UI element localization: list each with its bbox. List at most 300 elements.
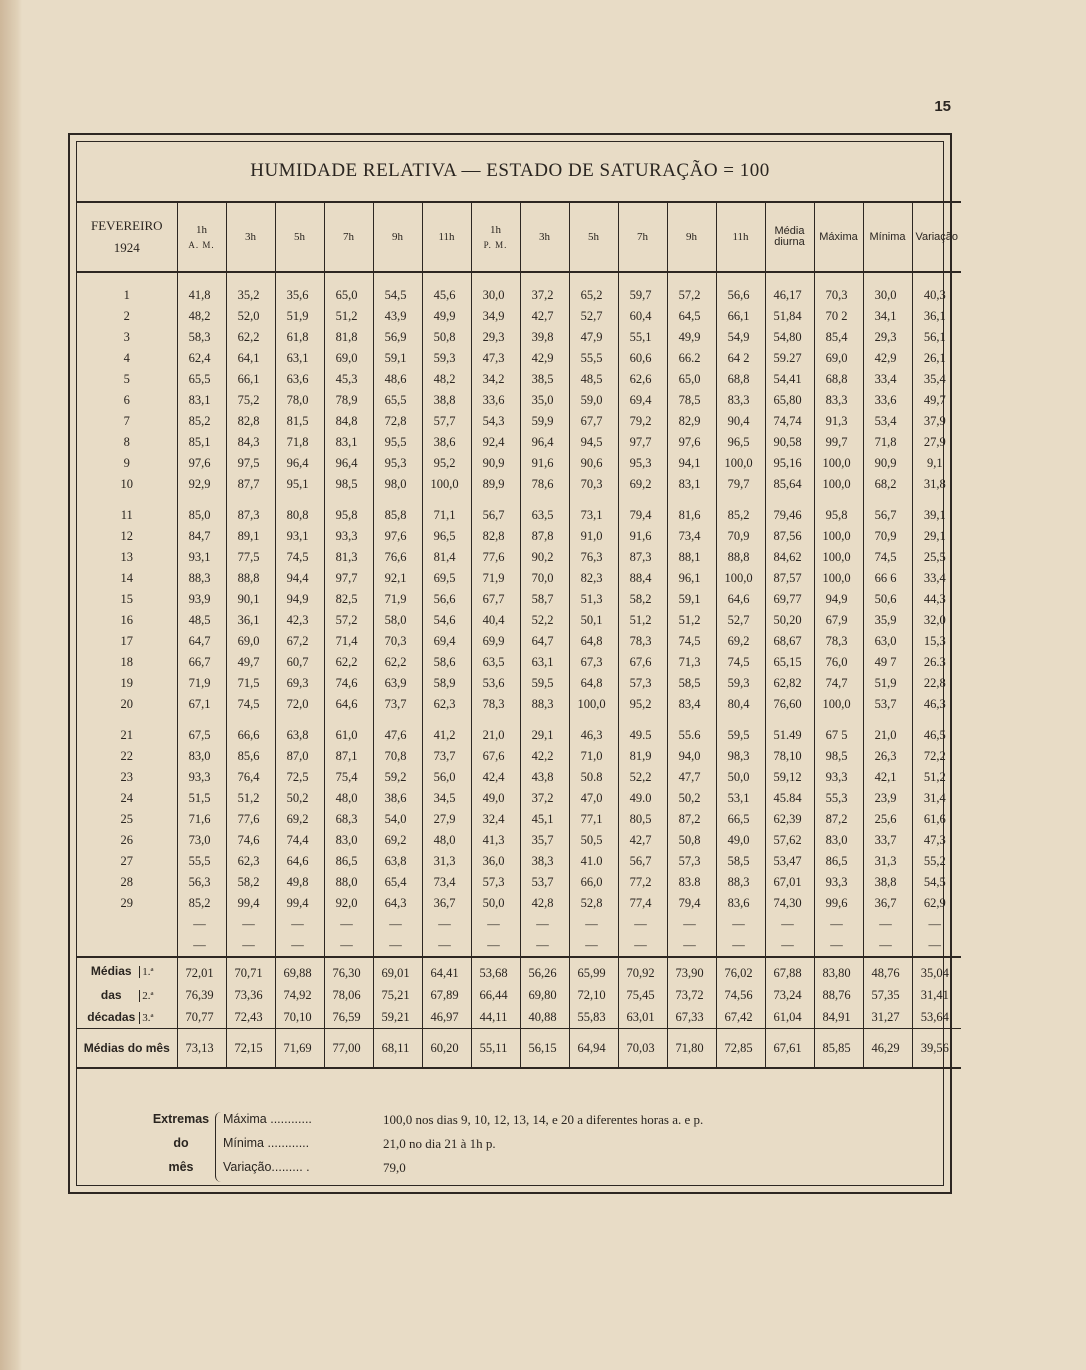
value-cell: 71,3: [667, 652, 716, 673]
value-cell: 29,1: [520, 725, 569, 746]
table-title: HUMIDADE RELATIVA — ESTADO DE SATURAÇÃO = 100: [250, 160, 770, 181]
value-cell: 59,3: [716, 673, 765, 694]
month-average-label: Médias do mês: [77, 1029, 177, 1069]
value-cell: 69,5: [422, 568, 471, 589]
value-cell: 94,9: [814, 589, 863, 610]
extreme-value: 100,0 nos dias 9, 10, 12, 13, 14, e 20 a diferentes horas a. e p.: [383, 1112, 704, 1127]
value-cell: 69,0: [814, 348, 863, 369]
value-cell: 49,7: [226, 652, 275, 673]
value-cell: 59,5: [520, 673, 569, 694]
value-cell: 66,6: [226, 725, 275, 746]
value-cell: 69,2: [275, 809, 324, 830]
value-cell: 48,2: [422, 369, 471, 390]
value-cell: 53,47: [765, 851, 814, 872]
value-cell: 56,7: [471, 505, 520, 526]
value-cell: 95,2: [422, 453, 471, 474]
value-cell: 74,30: [765, 893, 814, 914]
value-cell: 42,7: [618, 830, 667, 851]
value-cell: 48,5: [177, 610, 226, 631]
value-cell: 73,4: [422, 872, 471, 893]
value-cell: 60,6: [618, 348, 667, 369]
value-cell: 29,3: [471, 327, 520, 348]
decade-label-cell: [77, 1006, 177, 1029]
value-cell: 99,6: [814, 893, 863, 914]
value-cell: 69,9: [471, 631, 520, 652]
hour-label: 1h: [196, 224, 207, 236]
value-cell: 79,7: [716, 474, 765, 495]
value-cell: 45,3: [324, 369, 373, 390]
table-row: [77, 893, 961, 914]
value-cell: 96,5: [716, 432, 765, 453]
value-cell: 76,02: [716, 957, 765, 984]
value-cell: 15,3: [912, 631, 961, 652]
value-cell: 32,0: [912, 610, 961, 631]
value-cell: 56,26: [520, 957, 569, 984]
day-cell: 17: [120, 634, 133, 648]
value-cell: 83,3: [716, 390, 765, 411]
value-cell: 62,2: [373, 652, 422, 673]
value-cell: 48,76: [863, 957, 912, 984]
dash-cell: —: [765, 914, 814, 935]
extreme-name: Máxima ............: [223, 1112, 312, 1126]
decade-ordinal: 2.ª: [139, 990, 170, 1002]
value-cell: 57,62: [765, 830, 814, 851]
value-cell: 77,6: [226, 809, 275, 830]
spacer-cell: [275, 715, 324, 725]
spacer-row: [77, 715, 961, 725]
extreme-name: Mínima ............: [223, 1136, 310, 1150]
value-cell: 69,4: [618, 390, 667, 411]
extreme-name: Variação......... .: [223, 1160, 310, 1174]
dash-cell: —: [569, 935, 618, 957]
hour-label: 7h: [637, 231, 648, 243]
decade-ordinal: 1.ª: [139, 966, 170, 978]
value-cell: 94,5: [569, 432, 618, 453]
value-cell: 67,2: [275, 631, 324, 652]
value-cell: 70,3: [814, 285, 863, 306]
spacer-cell: [814, 715, 863, 725]
value-cell: 67,1: [177, 694, 226, 715]
value-cell: 91,6: [520, 453, 569, 474]
hour-label: 5h: [294, 231, 305, 243]
value-cell: 46,97: [422, 1006, 471, 1029]
value-cell: 38,3: [520, 851, 569, 872]
spacer-cell: [814, 495, 863, 505]
table-row: [77, 411, 961, 432]
value-cell: 91,0: [569, 526, 618, 547]
value-cell: 57,7: [422, 411, 471, 432]
value-cell: 54,6: [422, 610, 471, 631]
value-cell: 71,9: [471, 568, 520, 589]
value-cell: 66,1: [716, 306, 765, 327]
value-cell: 69,0: [226, 631, 275, 652]
humidity-table: [77, 201, 961, 1069]
spacer-cell: [422, 495, 471, 505]
hour-header: [177, 202, 226, 272]
value-cell: 65,4: [373, 872, 422, 893]
dash-cell: —: [667, 935, 716, 957]
value-cell: 87,2: [667, 809, 716, 830]
spacer-cell: [471, 272, 520, 285]
value-cell: 54,5: [373, 285, 422, 306]
value-cell: 50,5: [569, 830, 618, 851]
value-cell: 51,3: [569, 589, 618, 610]
value-cell: 52,0: [226, 306, 275, 327]
value-cell: 87,3: [226, 505, 275, 526]
value-cell: 35,7: [520, 830, 569, 851]
value-cell: 75,45: [618, 984, 667, 1006]
dash-cell: —: [814, 935, 863, 957]
value-cell: 84,7: [177, 526, 226, 547]
value-cell: 54,41: [765, 369, 814, 390]
value-cell: 85,6: [226, 746, 275, 767]
hour-header: [520, 202, 569, 272]
dash-cell: —: [716, 935, 765, 957]
value-cell: 58,6: [422, 652, 471, 673]
spacer-cell: [863, 495, 912, 505]
month-average-row: [77, 1029, 961, 1069]
value-cell: 78,06: [324, 984, 373, 1006]
spacer-cell: [863, 272, 912, 285]
day-cell: 27: [120, 854, 133, 868]
value-cell: 40,4: [471, 610, 520, 631]
value-cell: 65,0: [667, 369, 716, 390]
value-cell: 35,04: [912, 957, 961, 984]
value-cell: 67,5: [177, 725, 226, 746]
value-cell: 76,30: [324, 957, 373, 984]
value-cell: 42,4: [471, 767, 520, 788]
value-cell: 47,6: [373, 725, 422, 746]
value-cell: 63,8: [373, 851, 422, 872]
value-cell: 63,9: [373, 673, 422, 694]
value-cell: 61,0: [324, 725, 373, 746]
value-cell: 48,0: [422, 830, 471, 851]
dash-cell: —: [471, 935, 520, 957]
spacer-cell: [77, 715, 177, 725]
value-cell: 64,94: [569, 1029, 618, 1069]
value-cell: 52,7: [716, 610, 765, 631]
spacer-cell: [618, 715, 667, 725]
value-cell: 72,0: [275, 694, 324, 715]
value-cell: 48,6: [373, 369, 422, 390]
value-cell: 64,3: [373, 893, 422, 914]
value-cell: 46,5: [912, 725, 961, 746]
value-cell: 50,2: [667, 788, 716, 809]
value-cell: 72,8: [373, 411, 422, 432]
value-cell: 67,01: [765, 872, 814, 893]
hour-label: 3h: [245, 231, 256, 243]
value-cell: 53,6: [471, 673, 520, 694]
value-cell: 62,6: [618, 369, 667, 390]
hour-header: [275, 202, 324, 272]
table-row: [77, 652, 961, 673]
table-row: [77, 673, 961, 694]
value-cell: 49,7: [912, 390, 961, 411]
value-cell: 87,0: [275, 746, 324, 767]
value-cell: 59,3: [422, 348, 471, 369]
spacer-cell: [177, 495, 226, 505]
value-cell: 84,91: [814, 1006, 863, 1029]
value-cell: 53,7: [863, 694, 912, 715]
value-cell: 42,9: [520, 348, 569, 369]
value-cell: 64,6: [324, 694, 373, 715]
value-cell: 78,3: [814, 631, 863, 652]
decade-average-row: [77, 957, 961, 984]
hour-header: [716, 202, 765, 272]
spacer-cell: [422, 272, 471, 285]
value-cell: 58,5: [667, 673, 716, 694]
value-cell: 88,3: [520, 694, 569, 715]
hour-label: 11h: [438, 231, 455, 243]
value-cell: 70,3: [569, 474, 618, 495]
value-cell: 26,3: [863, 746, 912, 767]
value-cell: 90,9: [863, 453, 912, 474]
value-cell: 49,9: [422, 306, 471, 327]
value-cell: 62,2: [324, 652, 373, 673]
table-row: [77, 631, 961, 652]
value-cell: 83,0: [324, 830, 373, 851]
value-cell: 30,0: [471, 285, 520, 306]
spacer-cell: [373, 272, 422, 285]
value-cell: 73,72: [667, 984, 716, 1006]
day-cell: 15: [120, 592, 133, 606]
hour-header: [226, 202, 275, 272]
value-cell: 87,57: [765, 568, 814, 589]
extreme-value: 21,0 no dia 21 à 1h p.: [383, 1136, 496, 1151]
value-cell: 67 5: [814, 725, 863, 746]
value-cell: 31,4: [912, 788, 961, 809]
value-cell: 22,8: [912, 673, 961, 694]
spacer-cell: [275, 495, 324, 505]
value-cell: 74,56: [716, 984, 765, 1006]
value-cell: 79,4: [667, 893, 716, 914]
value-cell: 78,5: [667, 390, 716, 411]
value-cell: 21,0: [863, 725, 912, 746]
value-cell: 66,44: [471, 984, 520, 1006]
value-cell: 41,2: [422, 725, 471, 746]
dash-cell: —: [912, 914, 961, 935]
value-cell: 100,0: [422, 474, 471, 495]
value-cell: 99,4: [226, 893, 275, 914]
value-cell: 53,7: [520, 872, 569, 893]
value-cell: 95,8: [814, 505, 863, 526]
max-header: Máxima: [814, 202, 863, 272]
spacer-cell: [667, 715, 716, 725]
value-cell: 76,3: [569, 547, 618, 568]
value-cell: 37,2: [520, 285, 569, 306]
value-cell: 74,92: [275, 984, 324, 1006]
value-cell: 79,2: [618, 411, 667, 432]
value-cell: 62,3: [422, 694, 471, 715]
value-cell: 57,3: [667, 851, 716, 872]
value-cell: 62,2: [226, 327, 275, 348]
value-cell: 66,1: [226, 369, 275, 390]
day-cell: 16: [120, 613, 133, 627]
value-cell: 29,1: [912, 526, 961, 547]
value-cell: 74,5: [275, 547, 324, 568]
value-cell: 44,11: [471, 1006, 520, 1029]
value-cell: 100,0: [814, 568, 863, 589]
value-cell: 25,5: [912, 547, 961, 568]
value-cell: 75,21: [373, 984, 422, 1006]
day-cell: 20: [120, 697, 133, 711]
value-cell: 95,3: [618, 453, 667, 474]
value-cell: 70,10: [275, 1006, 324, 1029]
value-cell: 26.3: [912, 652, 961, 673]
value-cell: 96,5: [422, 526, 471, 547]
value-cell: 64,7: [520, 631, 569, 652]
value-cell: 83,1: [324, 432, 373, 453]
value-cell: 50,6: [863, 589, 912, 610]
value-cell: 34,2: [471, 369, 520, 390]
value-cell: 48,2: [177, 306, 226, 327]
value-cell: 77,5: [226, 547, 275, 568]
value-cell: 50,2: [275, 788, 324, 809]
dash-cell: —: [716, 914, 765, 935]
dash-cell: —: [814, 914, 863, 935]
value-cell: 59,2: [373, 767, 422, 788]
value-cell: 62,4: [177, 348, 226, 369]
value-cell: 52,7: [569, 306, 618, 327]
value-cell: 57,35: [863, 984, 912, 1006]
value-cell: 77,1: [569, 809, 618, 830]
value-cell: 91,3: [814, 411, 863, 432]
spacer-cell: [569, 272, 618, 285]
value-cell: 80,8: [275, 505, 324, 526]
value-cell: 67,6: [471, 746, 520, 767]
value-cell: 60,7: [275, 652, 324, 673]
value-cell: 72,10: [569, 984, 618, 1006]
dash-cell: —: [912, 935, 961, 957]
dash-cell: —: [373, 935, 422, 957]
value-cell: 96,4: [520, 432, 569, 453]
spacer-cell: [765, 715, 814, 725]
spacer-cell: [716, 715, 765, 725]
value-cell: 58,7: [520, 589, 569, 610]
value-cell: 47,3: [912, 830, 961, 851]
extremes-key: Extremas: [152, 1112, 210, 1126]
dash-cell: —: [471, 914, 520, 935]
value-cell: 58,3: [177, 327, 226, 348]
day-cell: 21: [120, 728, 133, 742]
day-cell: 14: [120, 571, 133, 585]
dash-cell: —: [226, 935, 275, 957]
value-cell: 79,46: [765, 505, 814, 526]
hour-label: 9h: [686, 231, 697, 243]
value-cell: 73,7: [422, 746, 471, 767]
value-cell: 74,6: [324, 673, 373, 694]
value-cell: 85,2: [716, 505, 765, 526]
value-cell: 49,8: [275, 872, 324, 893]
value-cell: 31,27: [863, 1006, 912, 1029]
value-cell: 97,6: [177, 453, 226, 474]
value-cell: 73,1: [569, 505, 618, 526]
variation-header: Variação: [912, 202, 961, 272]
value-cell: 88,76: [814, 984, 863, 1006]
value-cell: 52,2: [618, 767, 667, 788]
value-cell: 71,8: [275, 432, 324, 453]
value-cell: 57,3: [618, 673, 667, 694]
value-cell: 71,80: [667, 1029, 716, 1069]
value-cell: 71,5: [226, 673, 275, 694]
value-cell: 35,9: [863, 610, 912, 631]
extremes-key: mês: [168, 1160, 194, 1174]
value-cell: 100,0: [814, 526, 863, 547]
value-cell: 31,41: [912, 984, 961, 1006]
month-year-header: [77, 202, 177, 272]
value-cell: 93,1: [177, 547, 226, 568]
value-cell: 36,7: [863, 893, 912, 914]
spacer-cell: [765, 272, 814, 285]
value-cell: 83,1: [177, 390, 226, 411]
value-cell: 85,2: [177, 893, 226, 914]
value-cell: 82,8: [471, 526, 520, 547]
decade-average-row: [77, 1006, 961, 1029]
table-row: [77, 830, 961, 851]
value-cell: 94,4: [275, 568, 324, 589]
value-cell: 70,9: [863, 526, 912, 547]
table-row: [77, 767, 961, 788]
value-cell: 40,3: [912, 285, 961, 306]
value-cell: 49 7: [863, 652, 912, 673]
value-cell: 51,2: [618, 610, 667, 631]
value-cell: 98,0: [373, 474, 422, 495]
value-cell: 95,2: [618, 694, 667, 715]
page-number: 15: [934, 98, 951, 115]
dash-row: [77, 935, 961, 957]
value-cell: 61,04: [765, 1006, 814, 1029]
spacer-row: [77, 495, 961, 505]
spacer-cell: [569, 715, 618, 725]
decade-ordinal: 3.ª: [139, 1012, 170, 1024]
dash-cell: —: [863, 935, 912, 957]
value-cell: 71,8: [863, 432, 912, 453]
value-cell: 100,0: [569, 694, 618, 715]
value-cell: 36,1: [226, 610, 275, 631]
value-cell: 100,0: [716, 453, 765, 474]
hour-label: 7h: [343, 231, 354, 243]
day-cell: 2: [123, 309, 130, 323]
value-cell: 95,16: [765, 453, 814, 474]
value-cell: 41,3: [471, 830, 520, 851]
value-cell: 51,84: [765, 306, 814, 327]
value-cell: 76,39: [177, 984, 226, 1006]
value-cell: 59,9: [520, 411, 569, 432]
value-cell: 51,2: [912, 767, 961, 788]
value-cell: 39,56: [912, 1029, 961, 1069]
value-cell: 70,77: [177, 1006, 226, 1029]
value-cell: 56,9: [373, 327, 422, 348]
value-cell: 64,6: [716, 589, 765, 610]
value-cell: 87,8: [520, 526, 569, 547]
value-cell: 63,1: [520, 652, 569, 673]
value-cell: 65,0: [324, 285, 373, 306]
value-cell: 56,0: [422, 767, 471, 788]
value-cell: 100,0: [814, 453, 863, 474]
value-cell: 83,6: [716, 893, 765, 914]
value-cell: 87,56: [765, 526, 814, 547]
value-cell: 64,1: [226, 348, 275, 369]
value-cell: 67,33: [667, 1006, 716, 1029]
value-cell: 31,8: [912, 474, 961, 495]
value-cell: 38,8: [422, 390, 471, 411]
value-cell: 49.0: [618, 788, 667, 809]
value-cell: 55.6: [667, 725, 716, 746]
value-cell: 67,89: [422, 984, 471, 1006]
value-cell: 74,6: [226, 830, 275, 851]
value-cell: 64,8: [569, 631, 618, 652]
value-cell: 64,41: [422, 957, 471, 984]
